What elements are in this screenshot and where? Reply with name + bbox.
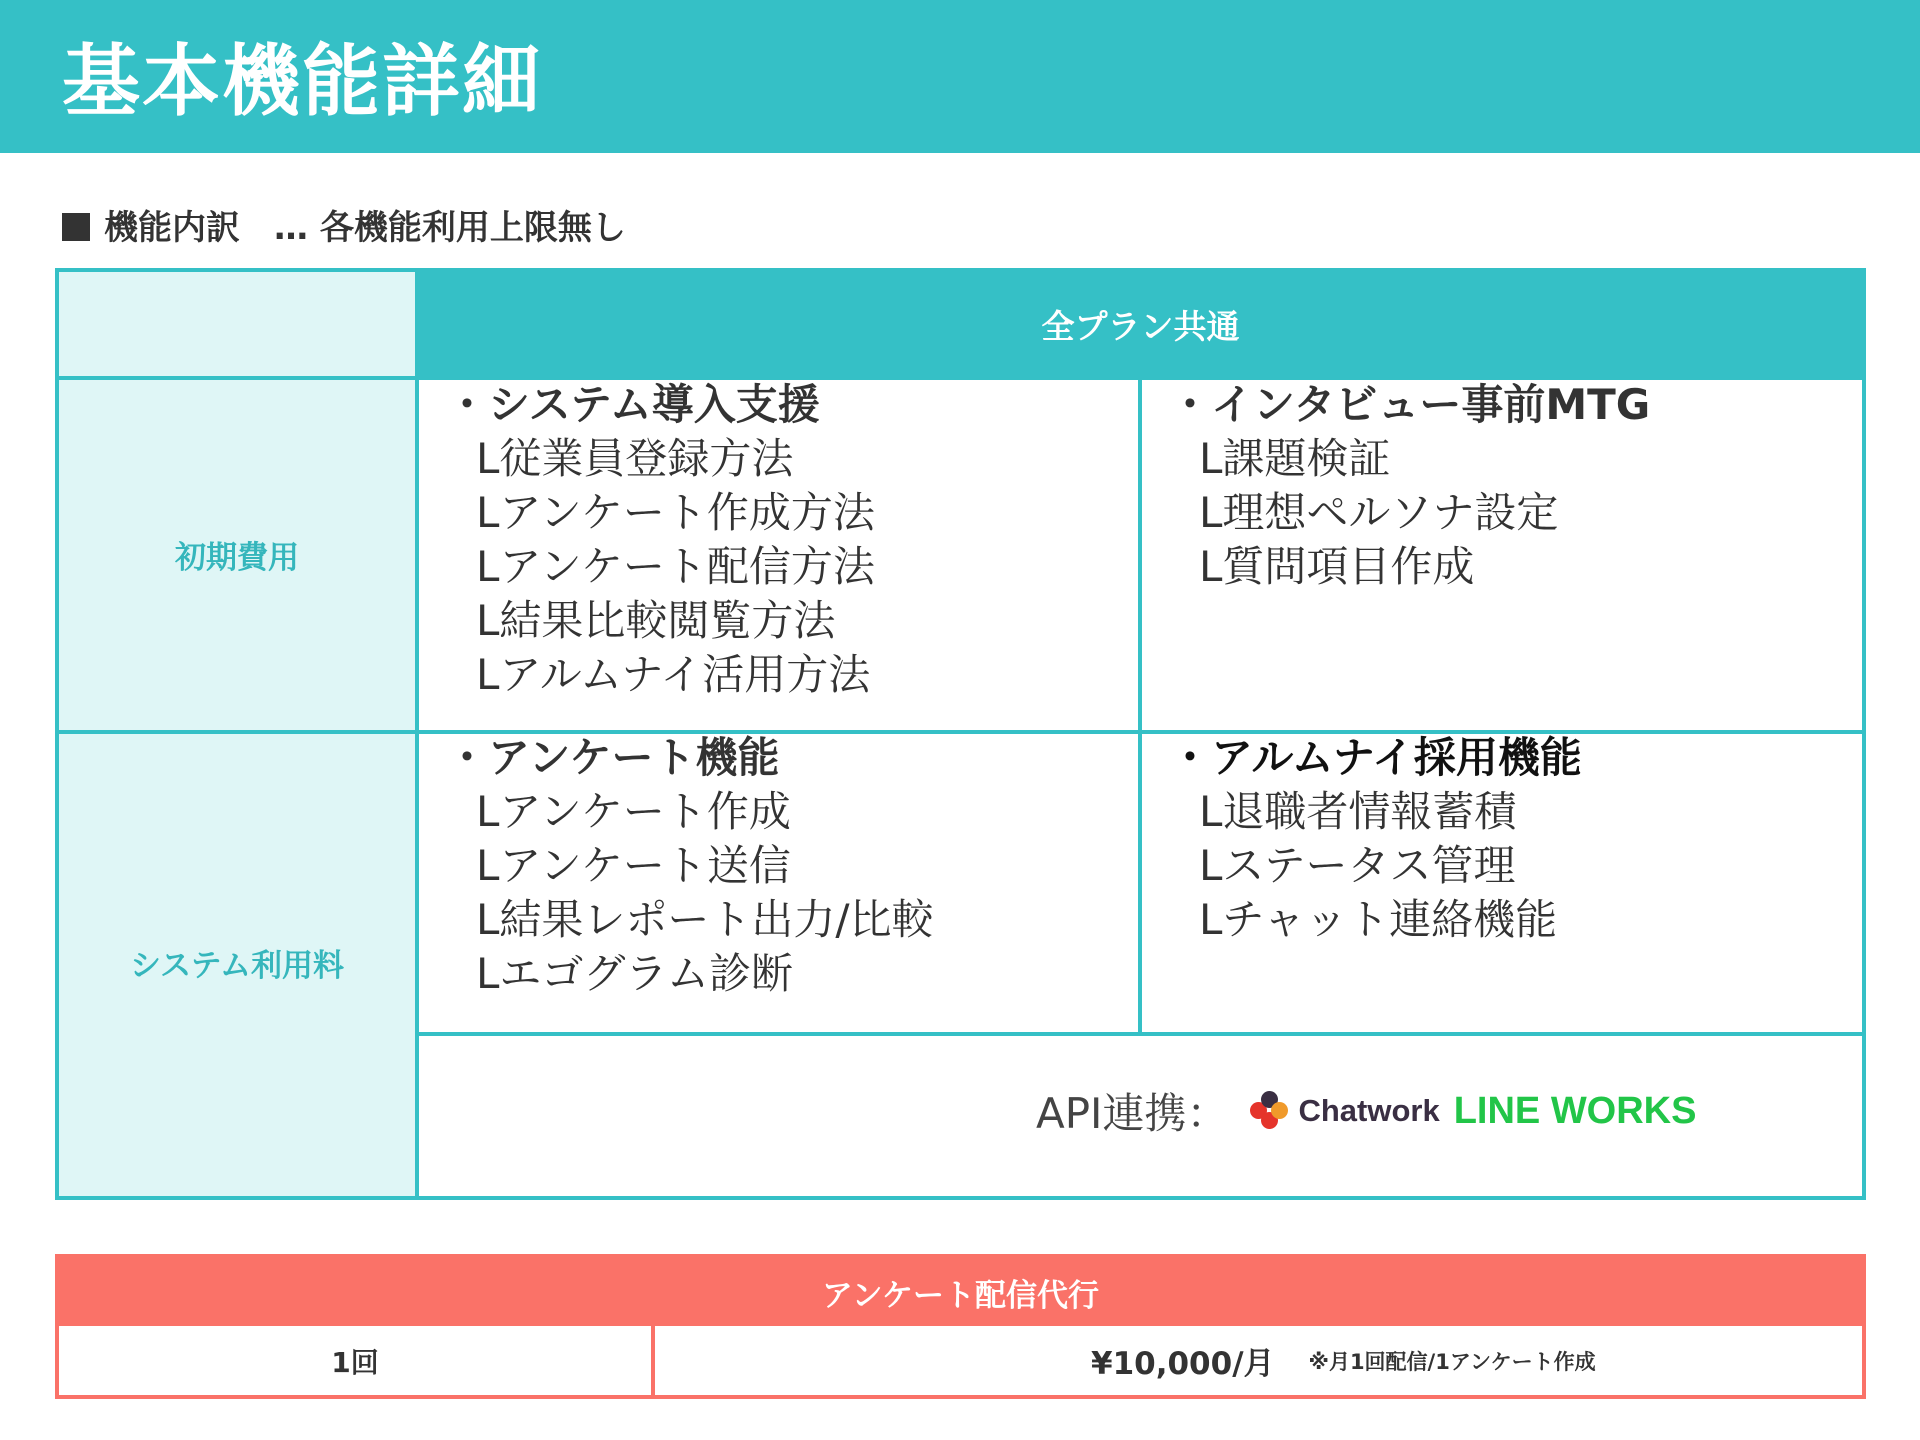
list-item: Lエゴグラム診断 bbox=[476, 949, 793, 998]
api-integration bbox=[1036, 1083, 1696, 1139]
divider-api bbox=[419, 1032, 1862, 1036]
list-item: Lアンケート作成方法 bbox=[476, 488, 875, 537]
row-label-cell-initial bbox=[59, 380, 415, 730]
block-title: ・インタビュー事前MTG bbox=[1169, 380, 1651, 429]
list-item: Lステータス管理 bbox=[1199, 841, 1516, 890]
block-title: ・アルムナイ採用機能 bbox=[1169, 733, 1582, 782]
row-label-initial-cost: 初期費用 bbox=[175, 540, 299, 576]
list-item: L質問項目作成 bbox=[1199, 542, 1475, 591]
square-bullet-icon bbox=[62, 213, 90, 241]
api-label: API連携： bbox=[1036, 1089, 1229, 1138]
delivery-header: アンケート配信代行 bbox=[55, 1254, 1866, 1330]
list-item: Lチャット連絡機能 bbox=[1199, 895, 1558, 944]
list-item: L従業員登録方法 bbox=[476, 434, 794, 483]
row-label-cell-system bbox=[59, 734, 415, 1196]
block-title: ・システム導入支援 bbox=[446, 380, 820, 429]
divider-row bbox=[59, 730, 1862, 734]
delivery-divider bbox=[651, 1326, 655, 1395]
divider-left-column bbox=[415, 272, 419, 1196]
lineworks-logo-text: LINE WORKS bbox=[1453, 1089, 1697, 1132]
delivery-count: 1回 bbox=[331, 1345, 379, 1379]
list-item: L課題検証 bbox=[1199, 434, 1391, 483]
delivery-row bbox=[55, 1326, 1866, 1399]
list-item: L結果レポート出力/比較 bbox=[476, 895, 934, 944]
block-interview-mtg bbox=[1169, 378, 1650, 594]
delivery-price-group bbox=[1091, 1326, 1596, 1395]
block-survey-feature bbox=[446, 731, 934, 1001]
list-item: Lアンケート作成 bbox=[476, 787, 791, 836]
corner-cell bbox=[59, 272, 415, 376]
list-item: L結果比較閲覧方法 bbox=[476, 596, 836, 645]
block-title: ・アンケート機能 bbox=[446, 733, 780, 782]
list-item: L退職者情報蓄積 bbox=[1199, 787, 1517, 836]
section-label-text: 機能内訳 … 各機能利用上限無し bbox=[104, 208, 626, 248]
block-system-intro bbox=[446, 378, 875, 702]
delivery-price: ¥10,000/月 bbox=[1091, 1346, 1275, 1382]
divider-center bbox=[1138, 380, 1142, 1032]
page-title: 基本機能詳細 bbox=[62, 37, 543, 127]
delivery-note: ※月1回配信/1アンケート作成 bbox=[1308, 1349, 1596, 1374]
list-item: Lアルムナイ活用方法 bbox=[476, 650, 871, 699]
list-item: Lアンケート送信 bbox=[476, 841, 791, 890]
section-label bbox=[62, 208, 626, 249]
list-item: Lアンケート配信方法 bbox=[476, 542, 875, 591]
list-item: L理想ペルソナ設定 bbox=[1199, 488, 1559, 537]
title-banner bbox=[0, 0, 1920, 153]
chatwork-logo-icon bbox=[1248, 1090, 1290, 1132]
plan-header: 全プラン共通 bbox=[419, 272, 1862, 376]
chatwork-logo-text: Chatwork bbox=[1298, 1093, 1440, 1128]
block-alumni-hiring bbox=[1169, 731, 1582, 947]
row-label-system-fee: システム利用料 bbox=[130, 948, 344, 984]
